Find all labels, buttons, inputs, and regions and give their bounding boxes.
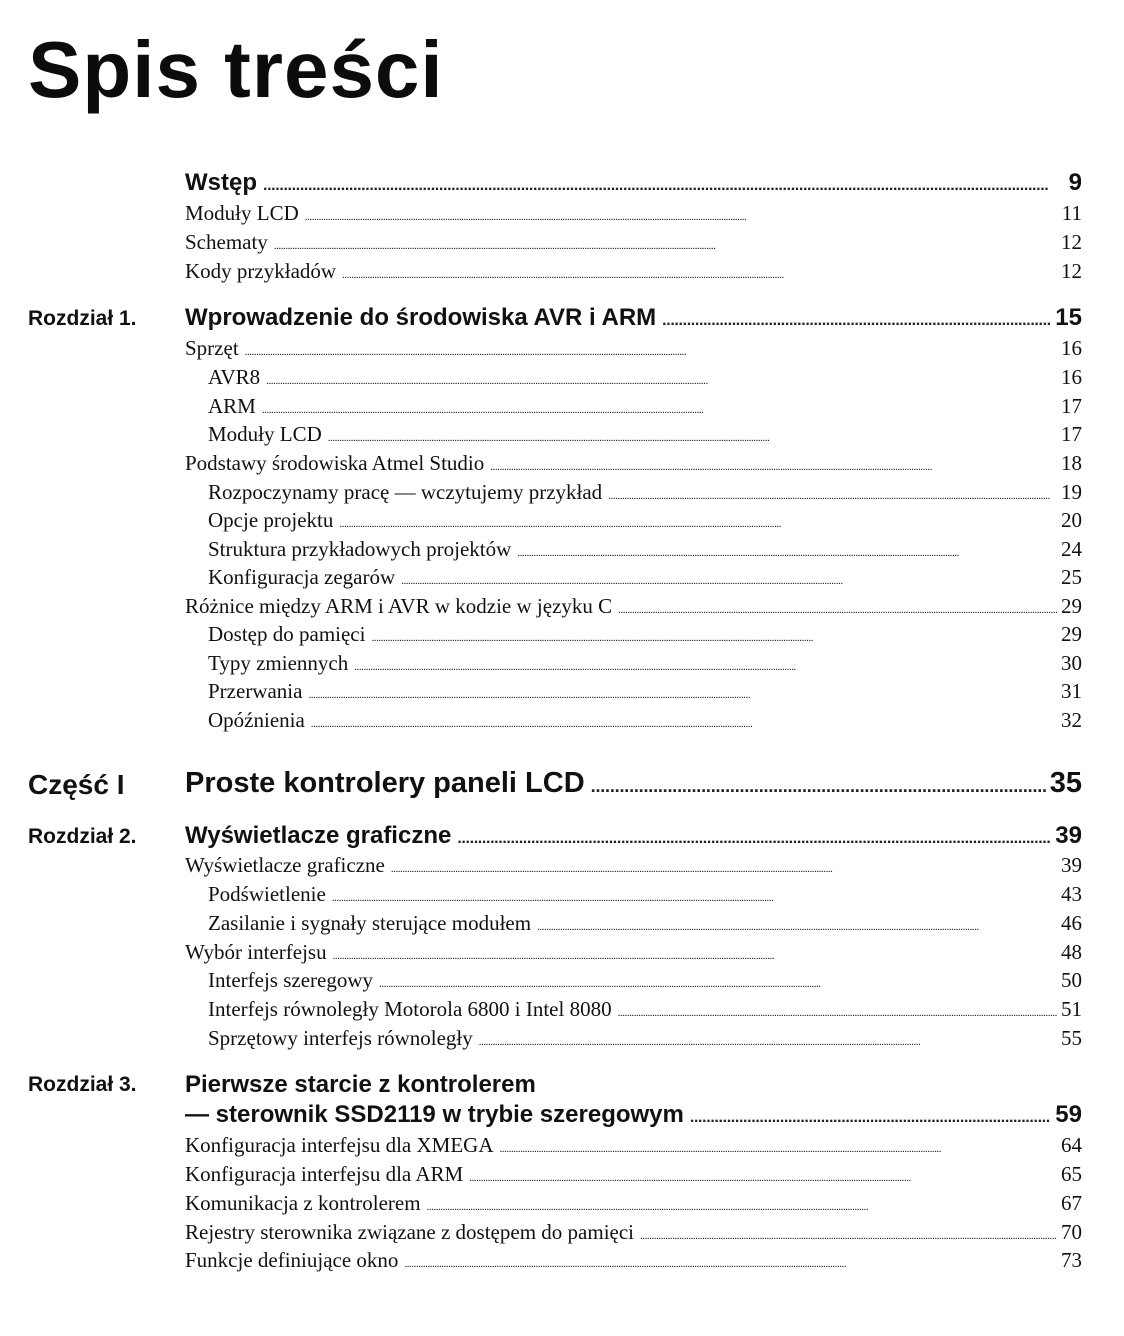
- entry-title: Interfejs szeregowy: [208, 968, 374, 992]
- entry-title: Funkcje definiujące okno: [185, 1248, 399, 1272]
- toc-entry[interactable]: [185, 336, 1082, 364]
- dot-leader: [479, 1036, 1057, 1048]
- dot-leader: [640, 1230, 1057, 1242]
- entry-title: ARM: [208, 394, 256, 418]
- dot-leader: [263, 177, 1065, 195]
- dot-leader: [391, 863, 1057, 875]
- entry-title: Konfiguracja zegarów: [208, 565, 396, 589]
- entry-title: Kody przykładów: [185, 259, 337, 283]
- entry-page: 29: [1061, 622, 1082, 646]
- entry-page: 32: [1061, 708, 1082, 732]
- toc-entry[interactable]: [208, 997, 1082, 1025]
- chapter-label: Rozdział 2.: [28, 825, 137, 848]
- toc-entry[interactable]: [208, 508, 1082, 536]
- entry-title: Sprzętowy interfejs równoległy: [208, 1026, 473, 1050]
- entry-title: Konfiguracja interfejsu dla XMEGA: [185, 1133, 494, 1157]
- heading-title: Wstęp: [185, 169, 257, 196]
- entry-title: Moduły LCD: [208, 422, 322, 446]
- toc-entry[interactable]: [208, 911, 1082, 939]
- toc-entry[interactable]: [185, 201, 1082, 229]
- entry-page: 48: [1061, 940, 1082, 964]
- entry-title: AVR8: [208, 365, 261, 389]
- heading-title-line-1: Pierwsze starcie z kontrolerem: [185, 1071, 536, 1098]
- entry-page: 25: [1061, 565, 1082, 589]
- entry-title: Typy zmiennych: [208, 651, 349, 675]
- entry-page: 31: [1061, 679, 1082, 703]
- chapter-label: Rozdział 3.: [28, 1073, 137, 1096]
- toc-entry[interactable]: [185, 594, 1082, 622]
- entry-title: Moduły LCD: [185, 201, 299, 225]
- toc-entry[interactable]: [208, 968, 1082, 996]
- entry-title: Różnice między ARM i AVR w kodzie w języku C: [185, 594, 613, 618]
- chapter-label: Rozdział 1.: [28, 307, 137, 330]
- toc-entry[interactable]: [185, 940, 1082, 968]
- entry-page: 12: [1061, 259, 1082, 283]
- entry-page: 67: [1061, 1191, 1082, 1215]
- entry-page: 51: [1061, 997, 1082, 1021]
- dot-leader: [342, 269, 1057, 281]
- entry-title: Dostęp do pamięci: [208, 622, 366, 646]
- toc-entry[interactable]: [185, 230, 1082, 258]
- toc-entry[interactable]: [208, 480, 1082, 508]
- toc-heading[interactable]: [185, 822, 1082, 854]
- heading-title: — sterownik SSD2119 w trybie szeregowym: [185, 1101, 684, 1128]
- entry-title: Wyświetlacze graficzne: [185, 853, 385, 877]
- entry-title: Podświetlenie: [208, 882, 326, 906]
- heading-page: 15: [1055, 304, 1082, 331]
- toc-entry[interactable]: [208, 565, 1082, 593]
- entry-page: 20: [1061, 508, 1082, 532]
- entry-page: 29: [1061, 594, 1082, 618]
- page-title: Spis treści: [28, 25, 444, 114]
- entry-page: 18: [1061, 451, 1082, 475]
- entry-page: 43: [1061, 882, 1082, 906]
- toc-entry[interactable]: [208, 365, 1082, 393]
- toc-entry[interactable]: [185, 451, 1082, 479]
- dot-leader: [245, 346, 1057, 358]
- entry-page: 16: [1061, 336, 1082, 360]
- heading-title: Wprowadzenie do środowiska AVR i ARM: [185, 304, 657, 331]
- toc-entry[interactable]: [185, 1162, 1082, 1190]
- toc-entry[interactable]: [185, 853, 1082, 881]
- entry-page: 17: [1061, 422, 1082, 446]
- entry-title: Zasilanie i sygnały sterujące modułem: [208, 911, 532, 935]
- entry-page: 46: [1061, 911, 1082, 935]
- dot-leader: [333, 950, 1057, 962]
- entry-title: Struktura przykładowych projektów: [208, 537, 512, 561]
- entry-page: 70: [1061, 1220, 1082, 1244]
- entry-title: Rejestry sterownika związane z dostępem do pamięci: [185, 1220, 634, 1244]
- entry-title: Przerwania: [208, 679, 303, 703]
- entry-title: Sprzęt: [185, 336, 239, 360]
- entry-title: Interfejs równoległy Motorola 6800 i Intel 8080: [208, 997, 612, 1021]
- dot-leader: [371, 632, 1057, 644]
- entry-page: 65: [1061, 1162, 1082, 1186]
- dot-leader: [662, 312, 1051, 330]
- toc-heading[interactable]: [185, 169, 1082, 201]
- entry-page: 17: [1061, 394, 1082, 418]
- dot-leader: [500, 1143, 1058, 1155]
- heading-page: 39: [1055, 822, 1082, 849]
- dot-leader: [618, 604, 1057, 616]
- toc-entry[interactable]: [185, 1191, 1082, 1219]
- toc-entry[interactable]: [185, 1248, 1082, 1276]
- entry-page: 50: [1061, 968, 1082, 992]
- toc-entry[interactable]: [185, 259, 1082, 287]
- heading-page: 59: [1055, 1101, 1082, 1128]
- heading-page: 35: [1049, 767, 1082, 799]
- toc-entry[interactable]: [208, 394, 1082, 422]
- toc-entry[interactable]: [208, 537, 1082, 565]
- dot-leader: [274, 240, 1057, 252]
- entry-title: Podstawy środowiska Atmel Studio: [185, 451, 485, 475]
- entry-page: 12: [1061, 230, 1082, 254]
- toc-entry[interactable]: [185, 1133, 1082, 1161]
- entry-title: Komunikacja z kontrolerem: [185, 1191, 421, 1215]
- dot-leader: [404, 1258, 1057, 1270]
- dot-leader: [262, 404, 1057, 416]
- toc-heading[interactable]: [185, 304, 1082, 336]
- entry-page: 30: [1061, 651, 1082, 675]
- toc-entry[interactable]: [208, 882, 1082, 910]
- dot-leader: [537, 921, 1057, 933]
- dot-leader: [401, 575, 1057, 587]
- dot-leader: [328, 432, 1057, 444]
- entry-page: 24: [1061, 537, 1082, 561]
- dot-leader: [266, 375, 1057, 387]
- entry-title: Konfiguracja interfejsu dla ARM: [185, 1162, 464, 1186]
- entry-title: Opóźnienia: [208, 708, 305, 732]
- heading-page: 9: [1068, 169, 1082, 196]
- toc-entry[interactable]: [208, 422, 1082, 450]
- dot-leader: [608, 490, 1057, 502]
- entry-page: 19: [1061, 480, 1082, 504]
- dot-leader: [354, 661, 1057, 673]
- dot-leader: [591, 776, 1046, 797]
- dot-leader: [469, 1172, 1057, 1184]
- entry-title: Opcje projektu: [208, 508, 334, 532]
- entry-title: Wybór interfejsu: [185, 940, 327, 964]
- toc-entry[interactable]: [208, 1026, 1082, 1054]
- entry-page: 73: [1061, 1248, 1082, 1272]
- toc-entry[interactable]: [185, 1220, 1082, 1248]
- dot-leader: [308, 689, 1057, 701]
- entry-title: Rozpoczynamy pracę — wczytujemy przykład: [208, 480, 603, 504]
- toc-entry[interactable]: [208, 708, 1082, 736]
- entry-page: 64: [1061, 1133, 1082, 1157]
- toc-entry[interactable]: [208, 651, 1082, 679]
- dot-leader: [457, 830, 1051, 848]
- entry-page: 16: [1061, 365, 1082, 389]
- dot-leader: [618, 1007, 1057, 1019]
- entry-page: 39: [1061, 853, 1082, 877]
- dot-leader: [339, 518, 1057, 530]
- dot-leader: [332, 892, 1057, 904]
- entry-title: Schematy: [185, 230, 268, 254]
- dot-leader: [690, 1109, 1051, 1127]
- toc-entry[interactable]: [208, 679, 1082, 707]
- toc-part-heading[interactable]: [185, 767, 1082, 807]
- dot-leader: [490, 461, 1057, 473]
- heading-title: Proste kontrolery paneli LCD: [185, 767, 585, 799]
- part-label: Część I: [28, 769, 125, 800]
- entry-page: 55: [1061, 1026, 1082, 1050]
- entry-page: 11: [1061, 201, 1082, 225]
- heading-title: Wyświetlacze graficzne: [185, 822, 452, 849]
- dot-leader: [305, 211, 1058, 223]
- dot-leader: [517, 547, 1057, 559]
- dot-leader: [379, 978, 1057, 990]
- dot-leader: [427, 1201, 1057, 1213]
- dot-leader: [311, 718, 1057, 730]
- toc-heading[interactable]: [185, 1101, 1082, 1133]
- toc-entry[interactable]: [208, 622, 1082, 650]
